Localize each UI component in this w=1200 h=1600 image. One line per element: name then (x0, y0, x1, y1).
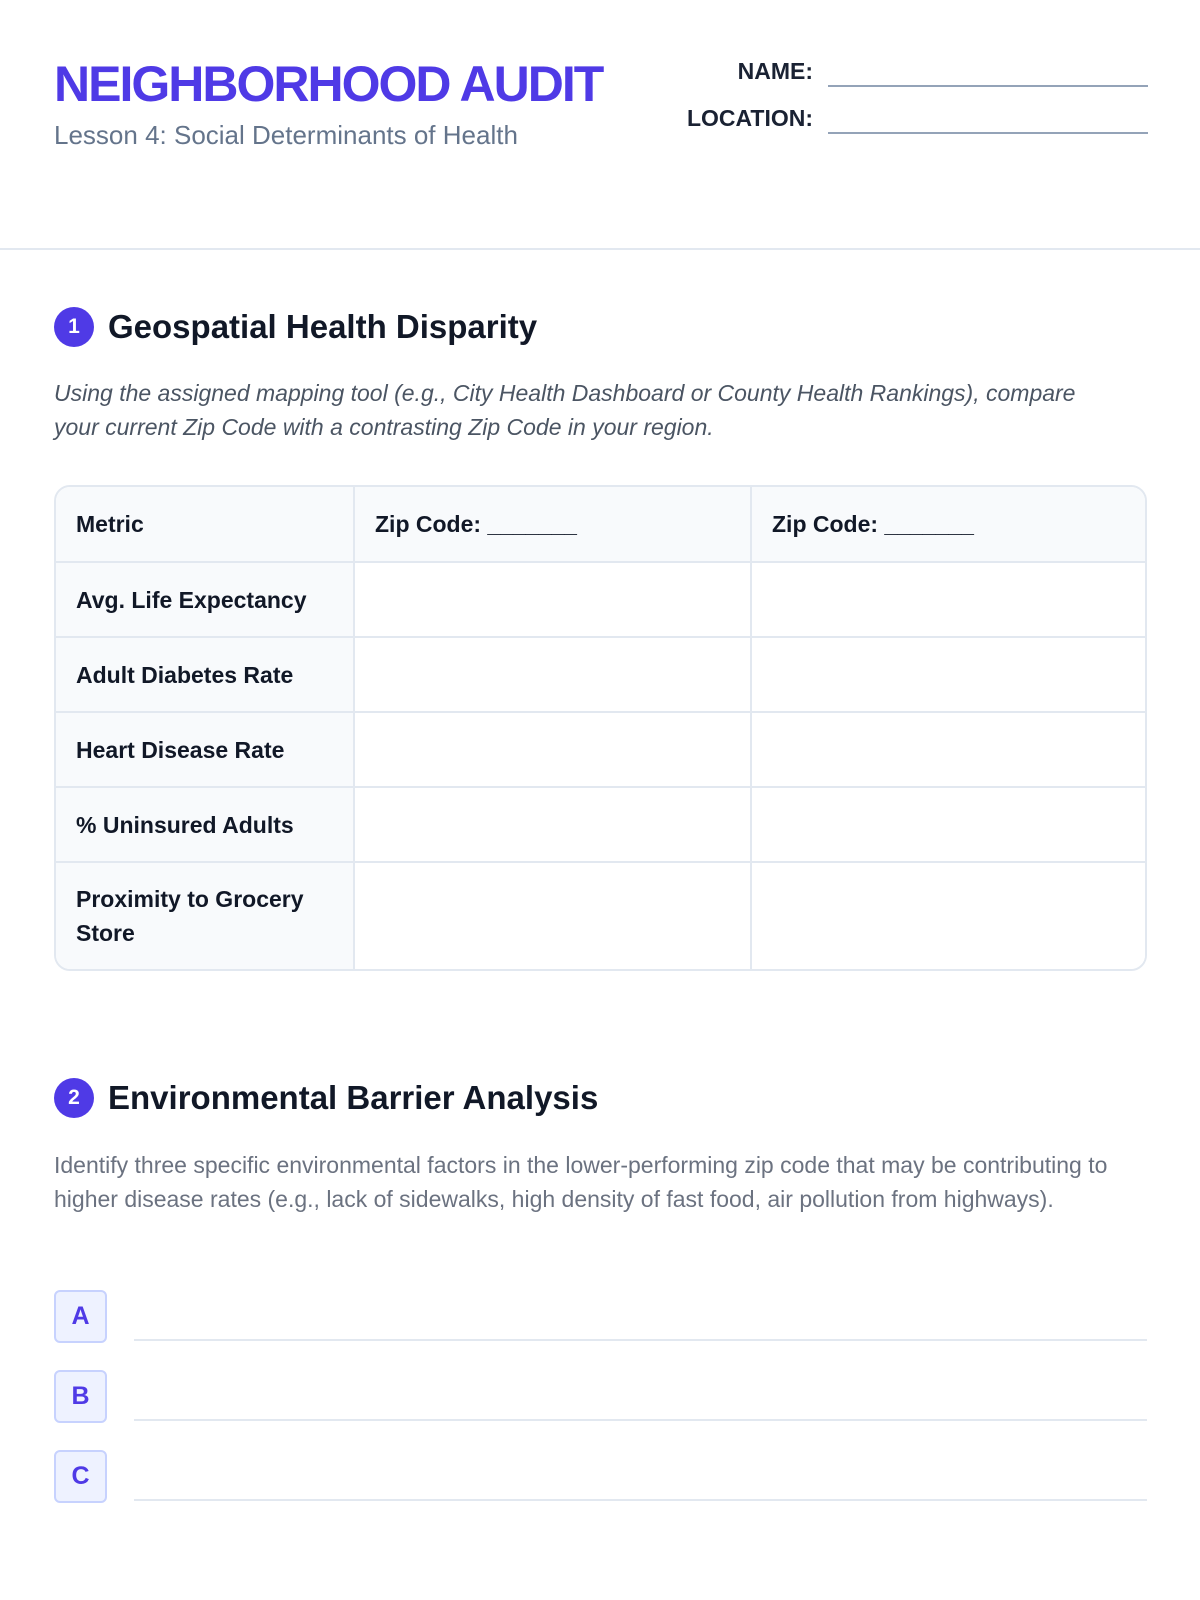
metric-label: Avg. Life Expectancy (56, 562, 354, 637)
answer-letter-badge: B (54, 1370, 107, 1423)
zip-2-cell[interactable] (751, 562, 1145, 637)
zip-2-cell[interactable] (751, 787, 1145, 862)
section-title: Environmental Barrier Analysis (108, 1079, 599, 1116)
name-label: NAME: (737, 58, 813, 84)
worksheet-header (0, 0, 1200, 250)
name-field-row (628, 52, 1148, 92)
zip-1-cell[interactable] (354, 637, 751, 712)
metric-label: Heart Disease Rate (56, 712, 354, 787)
metric-label: % Uninsured Adults (56, 787, 354, 862)
zip-2-cell[interactable] (751, 862, 1145, 969)
zip-2-cell[interactable] (751, 712, 1145, 787)
table-row (56, 637, 1145, 712)
zip-1-cell[interactable] (354, 712, 751, 787)
header-zip-code-2: Zip Code: _______ (751, 487, 1145, 562)
header-zip-code-1: Zip Code: _______ (354, 487, 751, 562)
answer-line-b[interactable] (134, 1419, 1147, 1421)
zip-1-cell[interactable] (354, 787, 751, 862)
answer-row-a (54, 1290, 1147, 1344)
section-number-badge: 2 (54, 1078, 94, 1118)
section-title: Geospatial Health Disparity (108, 308, 538, 345)
table-header-row (56, 487, 1145, 562)
table-row (56, 562, 1145, 637)
metric-label: Adult Diabetes Rate (56, 637, 354, 712)
answer-row-c (54, 1450, 1147, 1504)
location-label: LOCATION: (686, 105, 813, 131)
name-field[interactable] (828, 85, 1148, 87)
header-metric: Metric (56, 487, 354, 562)
page-title: NEIGHBORHOOD AUDIT (54, 56, 603, 112)
comparison-table (54, 485, 1147, 971)
answer-row-b (54, 1370, 1147, 1424)
zip-2-cell[interactable] (751, 637, 1145, 712)
location-field[interactable] (828, 132, 1148, 134)
section-1-instructions: Using the assigned mapping tool (e.g., City Health Dashboard or County Health Rankings), compare your current Zip Code with a contrasting Zip Code in your region. (54, 380, 1076, 440)
section-2-instructions: Identify three specific environmental factors in the lower-performing zip code that may be contributing to higher disease rates (e.g., lack of sidewalks, high density of fast food, air pollution from highways). (54, 1152, 1108, 1212)
answer-letter-badge: C (54, 1450, 107, 1503)
table-row (56, 862, 1145, 969)
table-row (56, 787, 1145, 862)
zip-1-cell[interactable] (354, 862, 751, 969)
section-number-badge: 1 (54, 307, 94, 347)
location-field-row (628, 99, 1148, 139)
zip-1-cell[interactable] (354, 562, 751, 637)
answer-letter-badge: A (54, 1290, 107, 1343)
answer-line-c[interactable] (134, 1499, 1147, 1501)
answer-line-a[interactable] (134, 1339, 1147, 1341)
metric-label: Proximity to Grocery Store (56, 862, 354, 969)
page-subtitle: Lesson 4: Social Determinants of Health (54, 120, 518, 150)
table-row (56, 712, 1145, 787)
